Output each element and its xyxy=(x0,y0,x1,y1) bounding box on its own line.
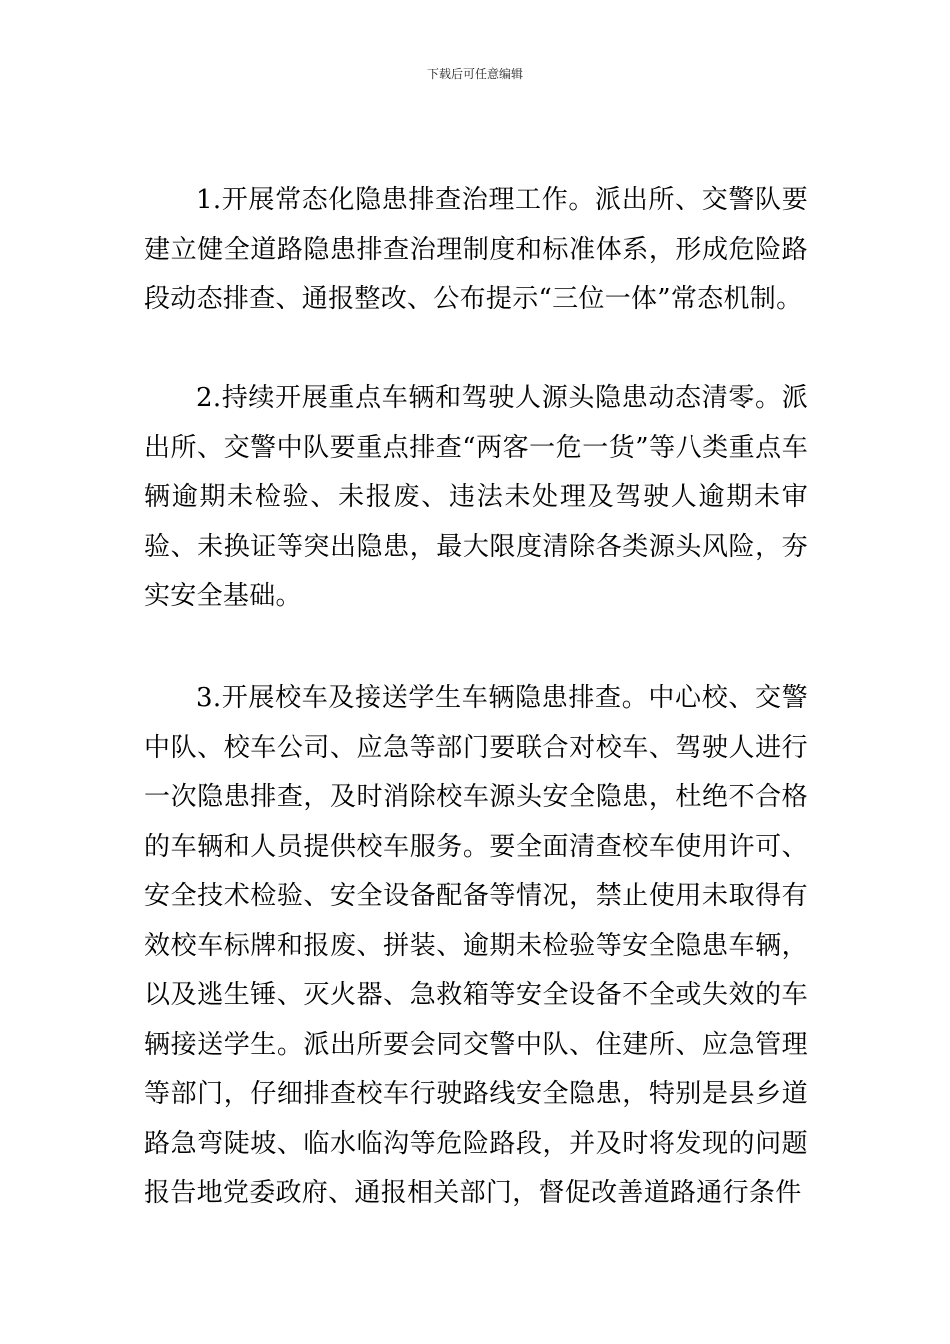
paragraph-key-vehicles: 2.持续开展重点车辆和驾驶人源头隐患动态清零。派出所、交警中队要重点排查“两客一危一货”等八类重点车辆逾期未检验、未报废、违法未处理及驾驶人逾期未审验、未换证等突出隐患，最大限度清除各类源头风险，夯实安全基础。 xyxy=(144,383,808,611)
paragraph-hazard-inspection: 1.开展常态化隐患排查治理工作。派出所、交警队要建立健全道路隐患排查治理制度和标准体系，形成危险路段动态排查、通报整改、公布提示“三位一体”常态机制。 xyxy=(144,185,808,314)
paragraph-school-bus: 3.开展校车及接送学生车辆隐患排查。中心校、交警中队、校车公司、应急等部门要联合对校车、驾驶人进行一次隐患排查，及时消除校车源头安全隐患，杜绝不合格的车辆和人员提供校车服务。要全面清查校车使用许可、安全技术检验、安全设备配备等情况，禁止使用未取得有效校车标牌和报废、拼装、逾期未检验等安全隐患车辆，以及逃生锤、灭火器、急救箱等安全设备不全或失效的车辆接送学生。派出所要会同交警中队、住建所、应急管理等部门，仔细排查校车行驶路线安全隐患，特别是县乡道路急弯陡坡、临水临沟等危险路段，并及时将发现的问题报告地党委政府、通报相关部门，督促改善道路通行条件 xyxy=(144,683,808,1208)
header-note: 下载后可任意编辑 xyxy=(426,67,523,81)
